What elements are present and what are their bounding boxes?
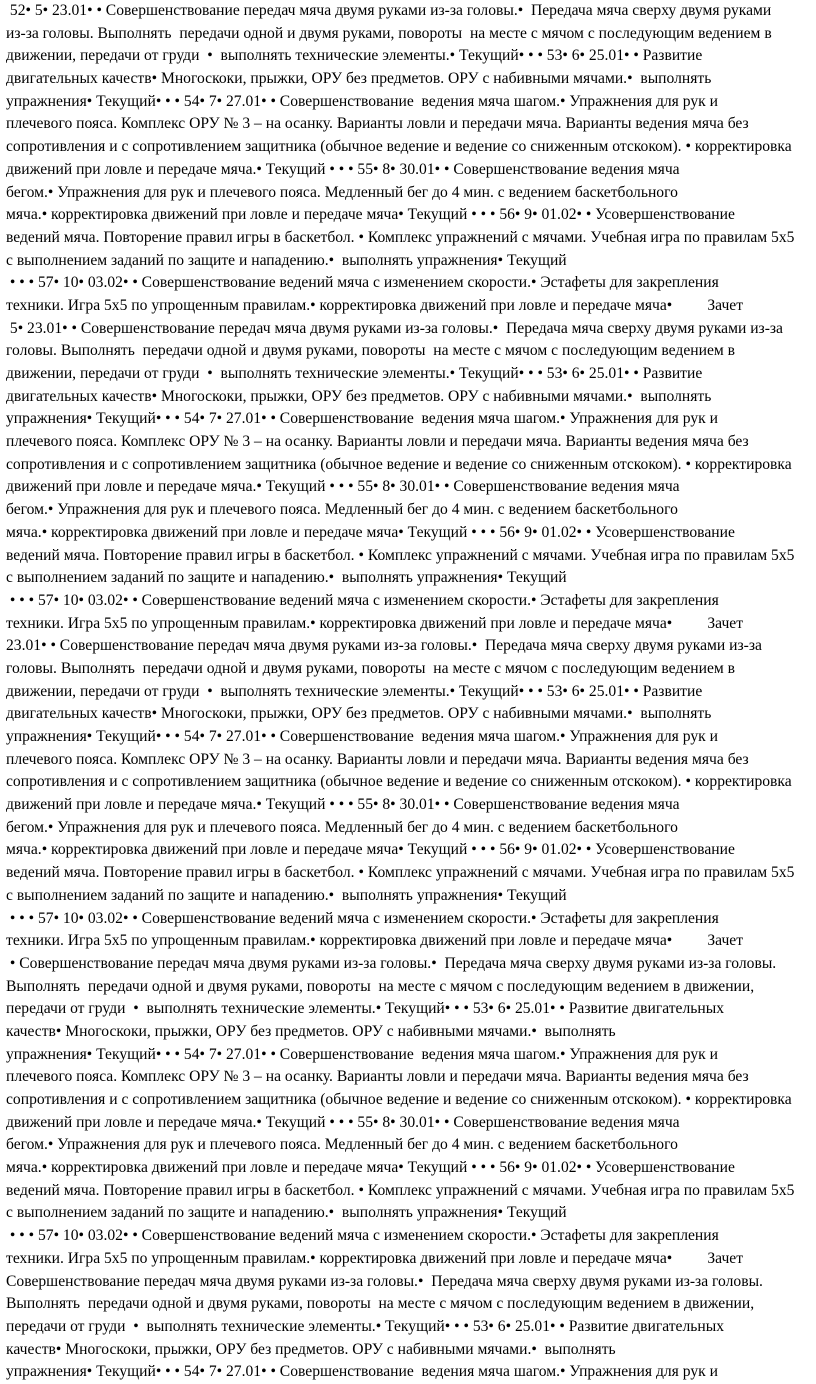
text-line: с выполнением заданий по защите и нападению.• выполнять упражнения• Текущий — [6, 886, 567, 904]
text-line: упражнения• Текущий• • • 54• 7• 27.01• • Совершенствование ведения мяча шагом.• Упражнения для рук и — [6, 1363, 718, 1381]
text-line: • • • 57• 10• 03.02• • Совершенствование ведений мяча с изменением скорости.• Эстафеты для закрепления — [6, 591, 719, 609]
text-line: упражнения• Текущий• • • 54• 7• 27.01• • Совершенствование ведения мяча шагом.• Упражнения для рук и — [6, 728, 718, 745]
text-line: мяча.• корректировка движений при ловле и передаче мяча• Текущий • • • 56• 9• 01.02• • Усовершенствование — [6, 1159, 735, 1177]
text-line: с выполнением заданий по защите и нападению.• выполнять упражнения• Текущий — [6, 1204, 567, 1222]
text-line: сопротивления и с сопротивлением защитника (обычное ведение и ведение со сниженным отскоком). • корректировка — [6, 138, 792, 156]
text-line: качеств• Многоскоки, прыжки, ОРУ без предметов. ОРУ с набивными мячами.• выполнять — [6, 1340, 616, 1358]
text-line: движений при ловле и передаче мяча.• Текущий • • • 55• 8• 30.01• • Совершенствование ведения мяча — [6, 1113, 680, 1131]
text-line: качеств• Многоскоки, прыжки, ОРУ без предметов. ОРУ с набивными мячами.• выполнять — [6, 1022, 616, 1040]
text-line: с выполнением заданий по защите и нападению.• выполнять упражнения• Текущий — [6, 569, 567, 587]
text-line: плечевого пояса. Комплекс ОРУ № 3 – на осанку. Варианты ловли и передачи мяча. Варианты ведения мяча без — [6, 750, 749, 768]
text-line: двигательных качеств• Многоскоки, прыжки, ОРУ без предметов. ОРУ с набивными мячами.• выполнять — [6, 70, 712, 88]
text-line: упражнения• Текущий• • • 54• 7• 27.01• • Совершенствование ведения мяча шагом.• Упражнения для рук и — [6, 410, 718, 428]
text-line: двигательных качеств• Многоскоки, прыжки, ОРУ без предметов. ОРУ с набивными мячами.• выполнять — [6, 705, 712, 723]
text-line: сопротивления и с сопротивлением защитника (обычное ведение и ведение со сниженным отскоком). • корректировка — [6, 773, 792, 791]
text-line: 5• 23.01• • Совершенствование передач мяча двумя руками из-за головы.• Передача мяча сверху двумя руками из-за — [6, 319, 783, 337]
text-line: головы. Выполнять передачи одной и двумя руками, повороты на месте с мячом с последующим ведением в — [6, 342, 735, 360]
text-line: из-за головы. Выполнять передачи одной и двумя руками, повороты на месте с мячом с последующим ведением в — [6, 24, 772, 42]
text-line: Совершенствование передач мяча двумя руками из-за головы.• Передача мяча сверху двумя руками из-за головы. — [6, 1272, 763, 1290]
text-line: Выполнять передачи одной и двумя руками, повороты на месте с мячом с последующим ведением в движении, — [6, 977, 755, 995]
text-line: • Совершенствование передач мяча двумя руками из-за головы.• Передача мяча сверху двумя руками из-за головы. — [6, 954, 777, 972]
text-line: • • • 57• 10• 03.02• • Совершенствование ведений мяча с изменением скорости.• Эстафеты для закрепления — [6, 1227, 719, 1245]
text-line: бегом.• Упражнения для рук и плечевого пояса. Медленный бег до 4 мин. с ведением баскетбольного — [6, 501, 678, 519]
text-line: движений при ловле и передаче мяча.• Текущий • • • 55• 8• 30.01• • Совершенствование ведения мяча — [6, 478, 680, 496]
text-line: движении, передачи от груди • выполнять технические элементы.• Текущий• • • 53• 6• 25.01• • Развитие — [6, 682, 703, 700]
text-line: сопротивления и с сопротивлением защитника (обычное ведение и ведение со сниженным отскоком). • корректировка — [6, 1091, 792, 1108]
text-line: движении, передачи от груди • выполнять технические элементы.• Текущий• • • 53• 6• 25.01• • Развитие — [6, 365, 703, 382]
text-line: плечевого пояса. Комплекс ОРУ № 3 – на осанку. Варианты ловли и передачи мяча. Варианты ведения мяча без — [6, 115, 749, 133]
text-line: мяча.• корректировка движений при ловле и передаче мяча• Текущий • • • 56• 9• 01.02• • Усовершенствование — [6, 841, 735, 859]
text-line: • • • 57• 10• 03.02• • Совершенствование ведений мяча с изменением скорости.• Эстафеты для закрепления — [6, 909, 719, 927]
text-line: мяча.• корректировка движений при ловле и передаче мяча• Текущий • • • 56• 9• 01.02• • Усовершенствование — [6, 523, 735, 541]
text-line: с выполнением заданий по защите и нападению.• выполнять упражнения• Текущий — [6, 251, 567, 269]
text-line: сопротивления и с сопротивлением защитника (обычное ведение и ведение со сниженным отскоком). • корректировка — [6, 455, 792, 473]
text-line: движений при ловле и передаче мяча.• Текущий • • • 55• 8• 30.01• • Совершенствование ведения мяча — [6, 796, 680, 814]
text-line: 52• 5• 23.01• • Совершенствование передач мяча двумя руками из-за головы.• Передача мяча сверху двумя руками — [6, 2, 772, 19]
text-line: ведений мяча. Повторение правил игры в баскетбол. • Комплекс упражнений с мячами. Учебная игра по правилам 5х5 — [6, 228, 795, 246]
text-line: мяча.• корректировка движений при ловле и передаче мяча• Текущий • • • 56• 9• 01.02• • Усовершенствование — [6, 206, 735, 224]
text-line: двигательных качеств• Многоскоки, прыжки, ОРУ без предметов. ОРУ с набивными мячами.• выполнять — [6, 387, 712, 405]
text-line: передачи от груди • выполнять технические элементы.• Текущий• • • 53• 6• 25.01• • Развитие двигательных — [6, 1000, 724, 1018]
text-line: ведений мяча. Повторение правил игры в баскетбол. • Комплекс упражнений с мячами. Учебная игра по правилам 5х5 — [6, 864, 795, 882]
text-line: плечевого пояса. Комплекс ОРУ № 3 – на осанку. Варианты ловли и передачи мяча. Варианты ведения мяча без — [6, 1068, 749, 1086]
text-line: передачи от груди • выполнять технические элементы.• Текущий• • • 53• 6• 25.01• • Развитие двигательных — [6, 1317, 724, 1335]
text-line: ведений мяча. Повторение правил игры в баскетбол. • Комплекс упражнений с мячами. Учебная игра по правилам 5х5 — [6, 1181, 795, 1199]
text-line: бегом.• Упражнения для рук и плечевого пояса. Медленный бег до 4 мин. с ведением баскетбольного — [6, 1136, 678, 1154]
text-line: техники. Игра 5х5 по упрощенным правилам.• корректировка движений при ловле и передаче мяча• Зачет — [6, 296, 744, 314]
text-line: упражнения• Текущий• • • 54• 7• 27.01• • Совершенствование ведения мяча шагом.• Упражнения для рук и — [6, 1045, 718, 1063]
text-line: техники. Игра 5х5 по упрощенным правилам.• корректировка движений при ловле и передаче мяча• Зачет — [6, 614, 744, 632]
text-line: головы. Выполнять передачи одной и двумя руками, повороты на месте с мячом с последующим ведением в — [6, 659, 735, 677]
document-body — [6, 0, 812, 1384]
text-line: Выполнять передачи одной и двумя руками, повороты на месте с мячом с последующим ведением в движении, — [6, 1295, 755, 1313]
text-line: техники. Игра 5х5 по упрощенным правилам.• корректировка движений при ловле и передаче мяча• Зачет — [6, 1249, 744, 1267]
text-line: ведений мяча. Повторение правил игры в баскетбол. • Комплекс упражнений с мячами. Учебная игра по правилам 5х5 — [6, 546, 795, 564]
text-line: плечевого пояса. Комплекс ОРУ № 3 – на осанку. Варианты ловли и передачи мяча. Варианты ведения мяча без — [6, 433, 749, 451]
text-line: 23.01• • Совершенствование передач мяча двумя руками из-за головы.• Передача мяча сверху двумя руками из-за — [6, 637, 762, 655]
text-line: • • • 57• 10• 03.02• • Совершенствование ведений мяча с изменением скорости.• Эстафеты для закрепления — [6, 274, 719, 292]
text-line: движении, передачи от груди • выполнять технические элементы.• Текущий• • • 53• 6• 25.01• • Развитие — [6, 47, 703, 65]
text-line: бегом.• Упражнения для рук и плечевого пояса. Медленный бег до 4 мин. с ведением баскетбольного — [6, 818, 678, 836]
text-line: движений при ловле и передаче мяча.• Текущий • • • 55• 8• 30.01• • Совершенствование ведения мяча — [6, 160, 680, 178]
text-line: техники. Игра 5х5 по упрощенным правилам.• корректировка движений при ловле и передаче мяча• Зачет — [6, 932, 744, 950]
text-line: упражнения• Текущий• • • 54• 7• 27.01• • Совершенствование ведения мяча шагом.• Упражнения для рук и — [6, 92, 718, 110]
text-line: бегом.• Упражнения для рук и плечевого пояса. Медленный бег до 4 мин. с ведением баскетбольного — [6, 183, 678, 201]
